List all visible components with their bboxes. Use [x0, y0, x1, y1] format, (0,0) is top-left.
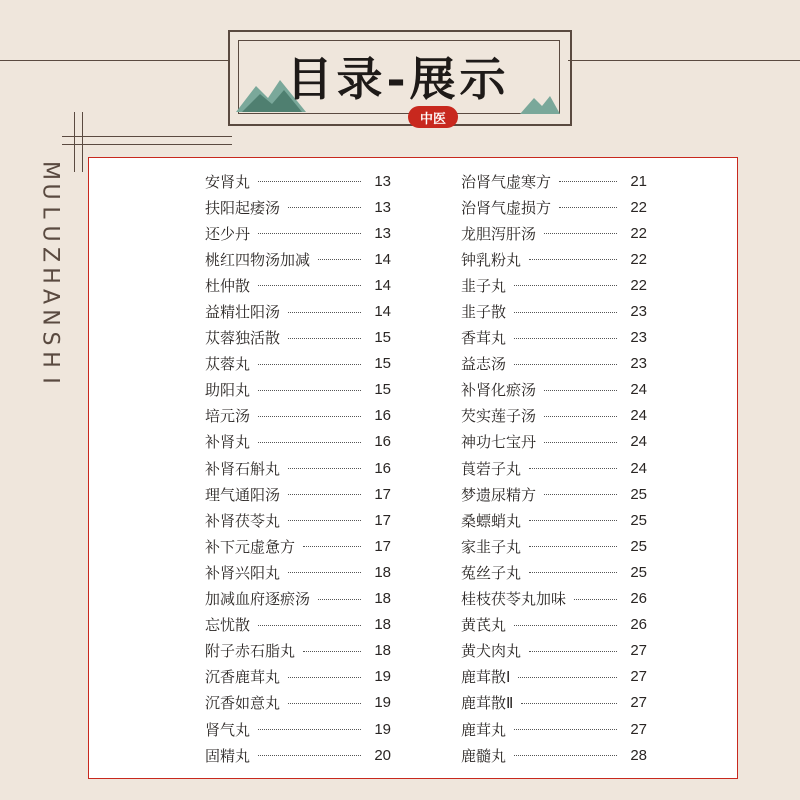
toc-leader-dots [318, 598, 361, 600]
toc-entry[interactable] [205, 612, 391, 638]
toc-entry-name: 杜仲散 [205, 276, 251, 295]
toc-entry-name: 钟乳粉丸 [461, 250, 522, 269]
toc-leader-dots [529, 545, 617, 547]
toc-entry[interactable] [205, 220, 391, 246]
toc-leader-dots [288, 493, 361, 495]
toc-leader-dots [514, 624, 617, 626]
toc-entry[interactable] [461, 377, 647, 403]
toc-entry[interactable] [461, 168, 647, 194]
toc-entry-page: 17 [374, 511, 391, 529]
toc-entry-name: 加减血府逐瘀汤 [205, 590, 311, 609]
toc-entry-name: 肾气丸 [205, 720, 251, 739]
toc-entry-page: 22 [630, 250, 647, 268]
left-cross-vertical-line [74, 112, 75, 172]
toc-entry[interactable] [461, 742, 647, 768]
toc-entry[interactable] [461, 507, 647, 533]
toc-entry-page: 24 [630, 433, 647, 451]
toc-leader-dots [303, 545, 361, 547]
toc-entry[interactable] [205, 559, 391, 585]
toc-entry[interactable] [205, 455, 391, 481]
toc-entry-name: 培元汤 [205, 407, 251, 426]
toc-entry[interactable] [461, 325, 647, 351]
toc-entry-name: 桃红四物汤加减 [205, 250, 311, 269]
toc-entry-name: 黄犬肉丸 [461, 642, 522, 661]
toc-leader-dots [288, 311, 361, 313]
left-cross-vertical-line-2 [82, 112, 83, 172]
toc-entry-name: 鹿茸散Ⅱ [461, 694, 514, 713]
toc-entry-page: 16 [374, 433, 391, 451]
toc-entry[interactable] [461, 716, 647, 742]
toc-entry[interactable] [461, 481, 647, 507]
toc-entry[interactable] [461, 246, 647, 272]
toc-entry-name: 家韭子丸 [461, 537, 522, 556]
toc-column-left [205, 168, 391, 768]
toc-leader-dots [258, 415, 361, 417]
toc-entry[interactable] [461, 298, 647, 324]
toc-entry-page: 26 [630, 590, 647, 608]
toc-leader-dots [544, 415, 617, 417]
side-letter: S [37, 331, 63, 346]
toc-entry-name: 桂枝茯苓丸加味 [461, 590, 567, 609]
side-letter: U [37, 183, 63, 200]
toc-entry[interactable] [461, 586, 647, 612]
toc-entry-page: 22 [630, 198, 647, 216]
toc-entry-page: 21 [630, 172, 647, 190]
toc-leader-dots [258, 754, 361, 756]
toc-entry-page: 15 [374, 329, 391, 347]
toc-leader-dots [544, 493, 617, 495]
toc-entry-page: 13 [374, 224, 391, 242]
toc-entry-page: 19 [374, 694, 391, 712]
toc-entry[interactable] [205, 716, 391, 742]
toc-leader-dots [521, 702, 617, 704]
toc-entry-name: 鹿茸散Ⅰ [461, 668, 511, 687]
toc-entry[interactable] [205, 507, 391, 533]
toc-entry[interactable] [461, 403, 647, 429]
toc-entry[interactable] [461, 455, 647, 481]
left-cross-horizontal-line [62, 136, 232, 137]
toc-entry-name: 黄芪丸 [461, 616, 507, 635]
toc-entry-name: 忘忧散 [205, 616, 251, 635]
toc-leader-dots [288, 337, 361, 339]
toc-entry-page: 25 [630, 511, 647, 529]
toc-entry[interactable] [205, 351, 391, 377]
toc-entry-page: 15 [374, 355, 391, 373]
toc-entry-page: 15 [374, 381, 391, 399]
toc-entry[interactable] [205, 690, 391, 716]
toc-entry[interactable] [205, 325, 391, 351]
toc-entry-name: 助阳丸 [205, 381, 251, 400]
toc-entry-name: 韭子丸 [461, 276, 507, 295]
page-title: 目录-展示 [286, 52, 510, 106]
toc-leader-dots [544, 232, 617, 234]
toc-entry[interactable] [461, 559, 647, 585]
toc-entry-name: 鹿髓丸 [461, 746, 507, 765]
toc-entry[interactable] [461, 272, 647, 298]
toc-leader-dots [529, 467, 617, 469]
toc-entry[interactable] [205, 533, 391, 559]
toc-leader-dots [529, 258, 617, 260]
toc-entry-name: 沉香鹿茸丸 [205, 668, 281, 687]
side-letter: L [37, 206, 63, 219]
toc-leader-dots [514, 363, 617, 365]
toc-leader-dots [288, 676, 361, 678]
toc-entry-page: 16 [374, 407, 391, 425]
toc-entry-name: 梦遗尿精方 [461, 485, 537, 504]
toc-entry[interactable] [461, 612, 647, 638]
toc-entry-name: 莨菪子丸 [461, 459, 522, 478]
toc-entry-name: 补肾茯苓丸 [205, 511, 281, 530]
toc-entry-page: 17 [374, 485, 391, 503]
toc-entry-page: 27 [630, 720, 647, 738]
toc-leader-dots [288, 206, 361, 208]
toc-entry-page: 24 [630, 407, 647, 425]
toc-leader-dots [559, 180, 617, 182]
seal-badge: 中医 [408, 106, 458, 128]
toc-leader-dots [288, 702, 361, 704]
toc-entry[interactable] [461, 351, 647, 377]
side-letter: M [37, 161, 63, 180]
toc-leader-dots [258, 441, 361, 443]
side-letter: H [37, 351, 63, 368]
top-right-horizontal-line [568, 60, 800, 61]
toc-entry[interactable] [205, 742, 391, 768]
toc-entry-page: 23 [630, 329, 647, 347]
toc-leader-dots [288, 519, 361, 521]
toc-page [88, 157, 738, 779]
toc-entry-page: 27 [630, 642, 647, 660]
toc-entry-name: 香茸丸 [461, 329, 507, 348]
toc-entry-page: 25 [630, 537, 647, 555]
toc-entry[interactable] [461, 664, 647, 690]
toc-entry-name: 芡实莲子汤 [461, 407, 537, 426]
toc-entry-page: 22 [630, 276, 647, 294]
left-cross-horizontal-line-2 [62, 144, 232, 145]
toc-leader-dots [544, 441, 617, 443]
toc-entry-name: 沉香如意丸 [205, 694, 281, 713]
toc-entry[interactable] [205, 429, 391, 455]
toc-entry-name: 扶阳起痿汤 [205, 198, 281, 217]
toc-entry-page: 28 [630, 746, 647, 764]
toc-entry-page: 17 [374, 537, 391, 555]
toc-entry[interactable] [205, 298, 391, 324]
toc-leader-dots [574, 598, 617, 600]
toc-entry[interactable] [205, 377, 391, 403]
toc-leader-dots [518, 676, 617, 678]
toc-leader-dots [258, 363, 361, 365]
toc-entry-name: 桑螵蛸丸 [461, 511, 522, 530]
toc-entry-page: 20 [374, 746, 391, 764]
toc-entry[interactable] [205, 194, 391, 220]
toc-entry-page: 14 [374, 303, 391, 321]
toc-entry[interactable] [461, 220, 647, 246]
toc-leader-dots [288, 467, 361, 469]
side-letter: A [37, 288, 63, 305]
toc-entry-name: 附子赤石脂丸 [205, 642, 296, 661]
toc-entry-name: 还少丹 [205, 224, 251, 243]
toc-entry[interactable] [461, 194, 647, 220]
toc-leader-dots [514, 337, 617, 339]
toc-leader-dots [288, 571, 361, 573]
toc-entry-name: 补肾化瘀汤 [461, 381, 537, 400]
toc-entry-name: 治肾气虚损方 [461, 198, 552, 217]
toc-leader-dots [514, 728, 617, 730]
toc-leader-dots [258, 284, 361, 286]
side-letter: N [37, 309, 63, 326]
toc-entry[interactable] [205, 168, 391, 194]
toc-column-right [461, 168, 647, 768]
toc-entry-name: 治肾气虚寒方 [461, 172, 552, 191]
toc-entry[interactable] [205, 246, 391, 272]
toc-leader-dots [258, 232, 361, 234]
toc-leader-dots [529, 650, 617, 652]
toc-leader-dots [258, 728, 361, 730]
toc-entry[interactable] [205, 638, 391, 664]
toc-leader-dots [258, 624, 361, 626]
side-letter: H [37, 267, 63, 284]
toc-entry-name: 补肾兴阳丸 [205, 563, 281, 582]
toc-leader-dots [529, 571, 617, 573]
side-letter: U [37, 225, 63, 242]
toc-entry[interactable] [461, 533, 647, 559]
top-left-horizontal-line [0, 60, 228, 61]
toc-entry-name: 神功七宝丹 [461, 433, 537, 452]
toc-entry-name: 苁蓉独活散 [205, 329, 281, 348]
toc-leader-dots [318, 258, 361, 260]
toc-entry-page: 18 [374, 642, 391, 660]
toc-entry-page: 13 [374, 172, 391, 190]
toc-entry[interactable] [205, 586, 391, 612]
toc-entry[interactable] [205, 403, 391, 429]
toc-entry-page: 27 [630, 668, 647, 686]
toc-entry-name: 韭子散 [461, 303, 507, 322]
toc-leader-dots [529, 519, 617, 521]
toc-leader-dots [258, 180, 361, 182]
side-letter: I [37, 377, 63, 384]
toc-entry-page: 18 [374, 616, 391, 634]
toc-leader-dots [514, 754, 617, 756]
toc-entry-page: 18 [374, 563, 391, 581]
toc-entry[interactable] [205, 481, 391, 507]
toc-entry-name: 补下元虚惫方 [205, 537, 296, 556]
toc-leader-dots [258, 389, 361, 391]
toc-entry-name: 益志汤 [461, 355, 507, 374]
toc-entry-name: 龙胆泻肝汤 [461, 224, 537, 243]
toc-entry-page: 24 [630, 459, 647, 477]
toc-leader-dots [559, 206, 617, 208]
toc-entry-page: 23 [630, 303, 647, 321]
toc-entry-page: 26 [630, 616, 647, 634]
toc-entry-page: 14 [374, 276, 391, 294]
toc-entry-name: 安肾丸 [205, 172, 251, 191]
toc-entry-page: 19 [374, 668, 391, 686]
toc-entry[interactable] [205, 664, 391, 690]
toc-entry-page: 18 [374, 590, 391, 608]
toc-entry-page: 25 [630, 563, 647, 581]
side-vertical-text [30, 160, 70, 391]
toc-leader-dots [544, 389, 617, 391]
toc-entry-page: 22 [630, 224, 647, 242]
toc-entry-name: 补肾石斛丸 [205, 459, 281, 478]
toc-entry-name: 菟丝子丸 [461, 563, 522, 582]
toc-leader-dots [514, 311, 617, 313]
toc-entry-name: 苁蓉丸 [205, 355, 251, 374]
toc-leader-dots [514, 284, 617, 286]
toc-entry[interactable] [205, 272, 391, 298]
toc-entry[interactable] [461, 690, 647, 716]
toc-entry-page: 27 [630, 694, 647, 712]
toc-entry-page: 19 [374, 720, 391, 738]
toc-entry-name: 益精壮阳汤 [205, 303, 281, 322]
toc-entry[interactable] [461, 638, 647, 664]
toc-entry[interactable] [461, 429, 647, 455]
toc-entry-name: 补肾丸 [205, 433, 251, 452]
toc-entry-name: 理气通阳汤 [205, 485, 281, 504]
toc-entry-page: 24 [630, 381, 647, 399]
toc-entry-page: 14 [374, 250, 391, 268]
toc-leader-dots [303, 650, 361, 652]
side-letter: Z [37, 246, 63, 263]
toc-entry-page: 23 [630, 355, 647, 373]
toc-entry-name: 固精丸 [205, 746, 251, 765]
toc-entry-page: 16 [374, 459, 391, 477]
toc-entry-page: 13 [374, 198, 391, 216]
toc-entry-page: 25 [630, 485, 647, 503]
toc-entry-name: 鹿茸丸 [461, 720, 507, 739]
